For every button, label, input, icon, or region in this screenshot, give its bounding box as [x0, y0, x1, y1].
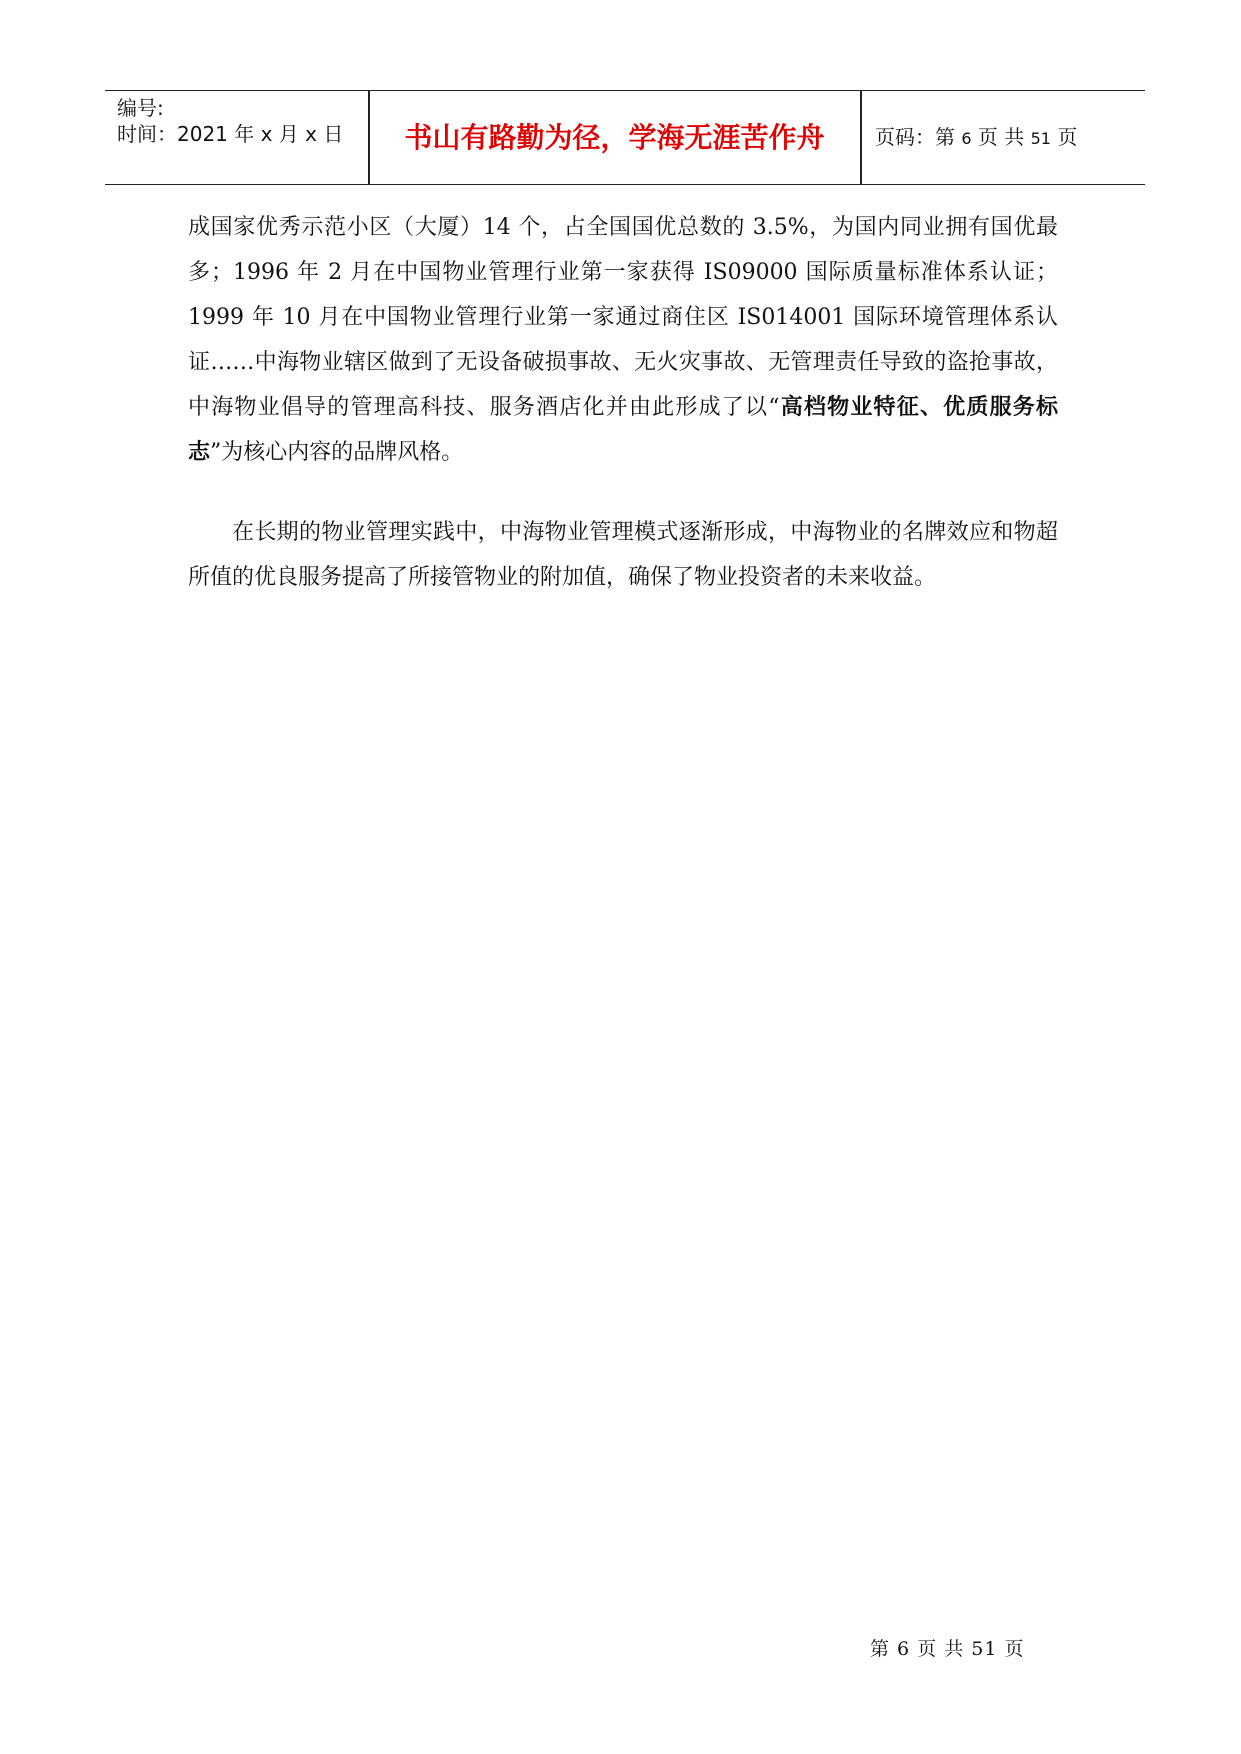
body-paragraph: 在长期的物业管理实践中，中海物业管理模式逐渐形成，中海物业的名牌效应和物超所值的优良服务提高了所接管物业的附加值，确保了物业投资者的未来收益。 — [188, 520, 1058, 590]
serial-number-label: 编号: — [117, 96, 164, 120]
page-total: 51 — [1030, 129, 1051, 148]
document-body — [188, 205, 1058, 600]
header-motto: 书山有路勤为径，学海无涯苦作舟 — [404, 121, 825, 154]
page-suffix: 页 — [1050, 125, 1078, 149]
paragraph-text-tail: ”为核心内容的品牌风格。 — [210, 440, 464, 465]
body-paragraph — [188, 205, 1058, 475]
header-divider — [860, 91, 862, 184]
page-mid: 页 共 — [971, 125, 1031, 149]
emphasized-text: 高档物业特征、优质服务标志 — [188, 395, 1058, 465]
footer-page-number: 第 6 页 共 51 页 — [870, 1638, 1025, 1660]
document-header — [105, 90, 1145, 185]
time-label: 时间：2021 年 x 月 x 日 — [117, 122, 344, 146]
page-prefix: 页码：第 — [875, 125, 962, 149]
header-meta — [105, 91, 368, 184]
page-current: 6 — [961, 129, 972, 148]
header-page-counter — [875, 91, 1145, 184]
paragraph-text: 成国家优秀示范小区（大厦）14 个，占全国国优总数的 3.5%，为国内同业拥有国优最多；1996 年 2 月在中国物业管理行业第一家获得 IS09000 国际质量标准体系认证；1999 年 10 月在中国物业管理行业第一家通过商住区 IS014001 国际环境管理体系认证……中海物业辖区做到了无设备破损事故、无火灾事故、无管理责任导致的盗抢事故，中海物业倡导的管理高科技、服务酒店化并由此形成了以“ — [188, 215, 1058, 420]
